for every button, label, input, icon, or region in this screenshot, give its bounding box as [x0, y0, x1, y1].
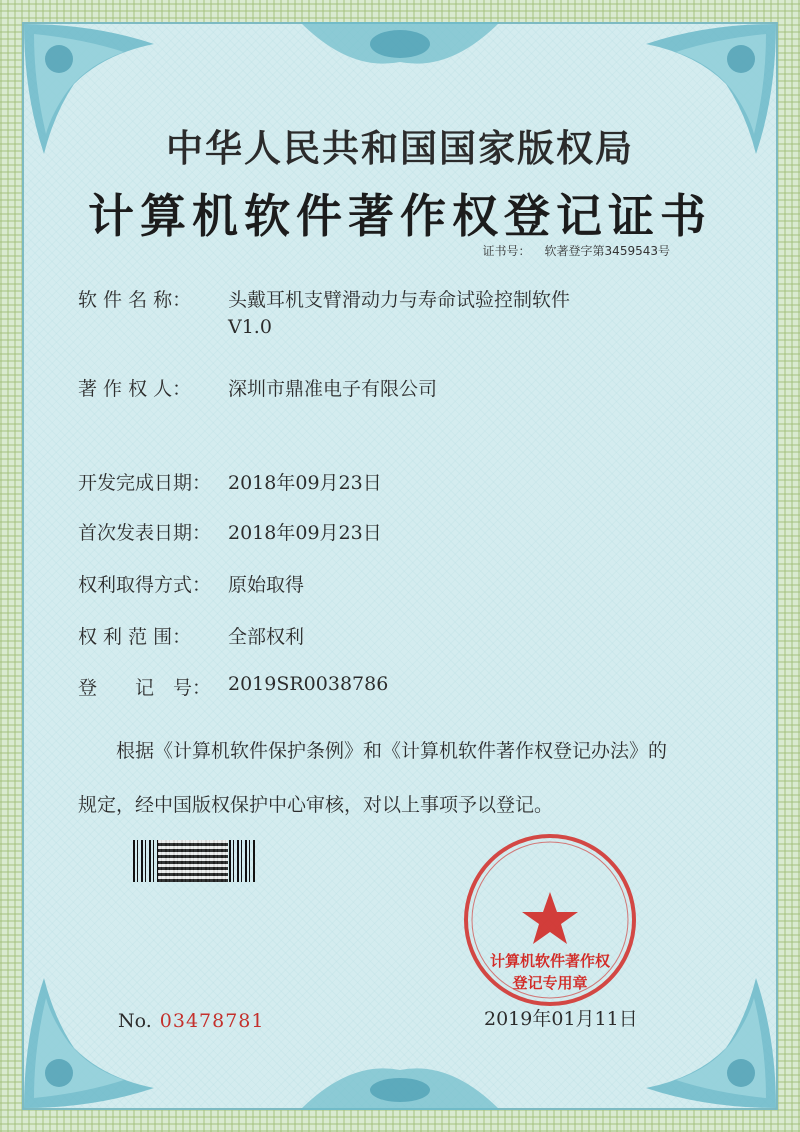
certificate-number — [483, 242, 670, 259]
dev-date-label: 开发完成日期： — [78, 472, 212, 494]
statement-line-2: 规定，经中国版权保护中心审核，对以上事项予以登记。 — [78, 794, 554, 816]
top-ornament-icon — [300, 22, 500, 82]
serial-number — [118, 1010, 265, 1032]
serial-value: 03478781 — [159, 1010, 265, 1032]
software-name-value: 头戴耳机支臂滑动力与寿命试验控制软件 — [228, 289, 571, 311]
pub-date-value: 2018年09月23日 — [228, 522, 382, 544]
corner-ornament-icon — [636, 968, 786, 1118]
certificate-number-value: 软著登字第3459543号 — [544, 244, 670, 258]
serial-label: No. — [118, 1010, 152, 1032]
pub-date-label: 首次发表日期： — [78, 522, 212, 544]
software-name-row — [78, 285, 570, 338]
software-name-label: 软 件 名 称： — [78, 289, 192, 311]
software-version-value: V1.0 — [228, 316, 272, 338]
bottom-ornament-icon — [300, 1055, 500, 1110]
issue-date: 2019年01月11日 — [484, 1008, 638, 1030]
seal-line-1: 计算机软件著作权 — [489, 952, 610, 970]
scope-row — [78, 622, 304, 649]
reg-number-row — [78, 673, 388, 700]
dev-date-row — [78, 468, 382, 495]
certificate-title: 计算机软件著作权登记证书 — [88, 189, 712, 243]
corner-ornament-icon — [14, 968, 164, 1118]
barcode-icon — [133, 840, 255, 882]
acquire-value: 原始取得 — [228, 574, 305, 596]
scope-value: 全部权利 — [228, 626, 305, 648]
certificate-number-label: 证书号： — [482, 244, 531, 258]
pub-date-row — [78, 518, 382, 545]
reg-number-label: 登 记 号： — [78, 677, 212, 699]
scope-label: 权 利 范 围： — [78, 626, 192, 648]
statement-line-1: 根据《计算机软件保护条例》和《计算机软件著作权登记办法》的 — [116, 740, 668, 762]
acquire-label: 权利取得方式： — [78, 574, 212, 596]
owner-row — [78, 374, 437, 401]
authority-title: 中华人民共和国国家版权局 — [166, 126, 634, 170]
owner-label: 著 作 权 人： — [78, 378, 192, 400]
seal-line-2: 登记专用章 — [512, 974, 588, 992]
dev-date-value: 2018年09月23日 — [228, 472, 382, 494]
reg-number-value: 2019SR0038786 — [228, 673, 389, 695]
owner-value: 深圳市鼎准电子有限公司 — [228, 378, 438, 400]
acquire-row — [78, 570, 304, 597]
